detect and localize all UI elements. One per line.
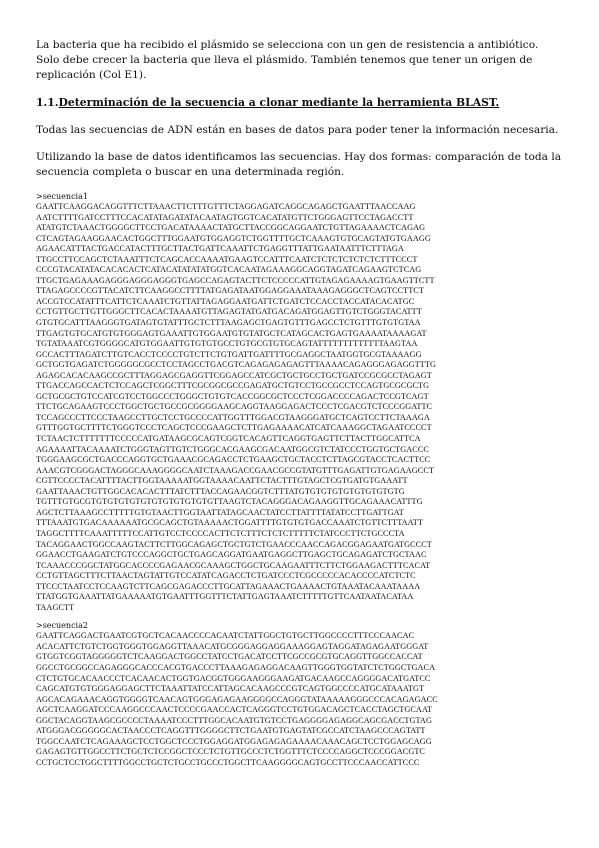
section-heading	[36, 95, 563, 110]
sequence-line: CAGCATGTGTGGGAGGAGCTTCTAAATTATCCATTAGCACAAGCCCGTCAGTGGCCCCATGCATAAATGT	[36, 684, 425, 694]
sequence-line: ACCGTCCATATTTCATTCTCAAATCTGTTATTAGAGGAATGATTCTGATCTCCACCTACCATACACATGC	[36, 296, 415, 306]
sequence-line: CCCGTACATATACACACACTCATACATATATATGGTCACAATAGAAAGGCAGGTAGATCAGAAGTCTCAG	[36, 265, 422, 275]
section-title: Determinación de la secuencia a clonar mediante la herramienta BLAST.	[58, 96, 500, 109]
sequence-line: TTATGGTGAAATTATGAAAAATGTGAATTTGGTTTCTATTGAGTAAATCTTTTTGTTCAATAATACATAA	[36, 592, 414, 602]
sequence-line: TAAGCTT	[36, 602, 75, 612]
sequence-line: GGCCTGCGGCCAGAGGGCACCCACGTGACCCTTAAAGAGAGGACAAGTTGGGTGGTATCTCTGGCTGACA	[36, 662, 436, 672]
sequence-line: ACACATTCTGTCTGGTGGGTGGAGGTTAAACATGCGGGAGGAGGAAAGGAGTAGGATAGAGAATGGGAT	[36, 641, 429, 651]
sequence-line: GAGAGTGTTGGCCTTCTGCTCTCCGGCTCCCTCTGTTGCCCTCTGGTTTCTCCCCAGGCTCCCGGACGTC	[36, 747, 425, 757]
sequence-label: >secuencia1	[36, 192, 88, 201]
sequence-line: TCTAACTCTTTTTTTCCCCCATGATAAGCGCAGTCGGTCACAGTTCAGGTGAGTTCTTACTTGGCATTCA	[36, 434, 421, 444]
sequence-line: AGAACATTTACTGACCATACTTTGCTTACTGATTCAAATTCTGAGGTTTATTGAATAATTTCTTTAGA	[36, 244, 404, 254]
sequence-line: TTGCCTTCCAGCTCTAAATTTCTCAGCACCAAAATGAAGTCCATTTCAATCTCTCTCTCTCTCTTTCCCT	[36, 254, 418, 264]
sequence-line: TGTATAAATCGTGGGGCATGTGGAATTGTGTGTGCCTGTGCGTGTGCAGTATTTTTTTTTTTTTAAGTAA	[36, 339, 418, 349]
sequence-block-2	[36, 621, 563, 768]
sequence-line: GTGTGCATTTAAGGGTGATAGTGTATTTGCTCTTTAAGAGCTGAGTGTTTGAGCCTCTGTTTGTGTGTAA	[36, 318, 421, 328]
databases-paragraph: Todas las secuencias de ADN están en bases de datos para poder tener la información necesaria.	[36, 124, 559, 136]
sequence-line: TGGCCAATCTCAGAAAGCTCCTGGCTCCCTGGAGGATGGAGAGAGAAAACAAACAGCTCCTGGAGCAGG	[36, 736, 432, 746]
sequence-line: GCTGGTGAGATCTGGGGGCGCCTCCTAGCCTGACGTCAGAGAGAGAGTTTAAAACAGAGGGAGAGGTTTG	[36, 360, 436, 370]
sequence-line: CTCTGTGCACAACCCTCACAACACTGGTGACGGTGGGAAGGGAAGATGACAAGCCAGGGGACATGATCC	[36, 673, 431, 683]
sequence-line: TTGACCAGCCACTCTCCAGCTCGGCTTTCGCGGCGCCGAGATGCTGTCCTGCCGCCTCCAGTGCGCGCTG	[36, 381, 430, 391]
sequence-line: TACAGGAACTGGCCAAGTACTTCTTGGCAGAGCTGCTGTCTGAACCCAACCAGACGGAGAATGATGCCCT	[36, 539, 432, 549]
sequence-line: ATATGTCTAAACTGGGGCTTCCTGACATAAAACTATGCTTACCGGCAGGAATCTGTTAGAAAACTCAGAG	[36, 223, 426, 233]
sequence-line: AGCTCAAGGATCCCAAGGCCCAACTCCCCGAACCACTCAGGGTCCTGTGGACAGCTCACCTAGCTGCAAT	[36, 705, 433, 715]
sequence-line: CGTTCCCCTACATTTTACTTGGTAAAAATGGTAAAACAATTCTACTTTGTAGCTCGTGATGTGAAATT	[36, 476, 408, 486]
sequence-line: TTCTGCAGAAGTCCCTGGCTGCTGCCGCGGGGAAGCAGGTAAGGAGACTCCCTCGACGTCTCCCGGATTC	[36, 402, 433, 412]
sequence-line: GTTTGGTGCTTTTCTGGGTCCCTCAGCTCCCGAAGCTCTTGAGAAAACATCATCAAAGGCTAGAATCCCCT	[36, 423, 432, 433]
sequence-line: TTCCCTAATCCTCCAAGTCTTCAGCGAGACCCTTGCATTAGAAACTGAAAACTGTAAATACAAATAAAA	[36, 581, 421, 591]
sequence-line: TGGGAAGCGCTGACCCAGGTGCTGAAACGCAGACCTCTGAAGCTGCTACCTCTTAGCGTACCTCACTTCC	[36, 455, 431, 465]
sequence-line: CCTGTTGCTTGTTGGGCTTCACACTAAAATGTTAGAGTATGATGACAGATGGAGTTGTCTGGGTACATTT	[36, 307, 422, 317]
sequence-block-1	[36, 192, 563, 613]
sequence-line: GAATTCAGGACTGAATCGTGCTCACAACCCCACAATCTATTGGCTGTGCTTGGCCCCTTTCCCAACAC	[36, 631, 415, 641]
sequence-line: GCTGCGCTGTCCATCGTCCTGGCCCTGGGCTGTGTCACCGGCGCTCCCTCGGACCCCAGACTCCGTCAGT	[36, 391, 429, 401]
sequence-line: AGCTCTTAAAGCCTTTTTGTGTAACTTGGTAATTATAGCAACTATCCTTATTTTATATCCTTGATTGAT	[36, 507, 404, 517]
section-number: 1.1.	[36, 96, 59, 109]
sequence-line: GAATTCAAGGACAGGTTTCTTAAACTTCTTTGTTTCTAGGAGATCAGGCAGAGCTGAATTTAACCAAG	[36, 202, 416, 211]
sequence-line: TTGAGTGTGCATGTGTGGGAGTGAAATTGTGGAATGTGTATGCTCATAGCACTGAGTGAAAATAAAAGAT	[36, 328, 427, 338]
sequence-line: TAGGCTTTTCAAATTTTTCCATTGTCCTCCCCACTTCTCTTTCTCTCTTTTTCTATCCCTTCTGCCCTA	[36, 528, 405, 538]
sequence-text	[36, 631, 563, 768]
sequence-line: TTTAAATGTGACAAAAAATGCGCAGCTGTAAAAACTGGATTTTGTGTGTGACCAAATCTGTTCTTTAATT	[36, 518, 423, 528]
sequence-label: >secuencia2	[36, 621, 88, 631]
sequence-line: GTGGTCGGTAGGGGGTCTCAAGGACTGGCCTATCCTGACATCCTTCGCCGCGTGCAGGTTGGCCACCAT	[36, 652, 423, 662]
sequence-line: TCCAGCCCTTCCCTAAGCCTTGCTCCTGCCCCATTGGTTTGGACGTAAGGGATGCTCAGTCCTTCTAAAGA	[36, 412, 430, 422]
sequence-line: TTGCTGAGAAAGAGGGAGGGAGGGTGAGCCAGAGTACTTCTCCCCCATTGTAGAGAAAAGTGAAGTTCTT	[36, 275, 435, 285]
sequence-line: GCCACTTTAGATCTTGTCACCTCCCCTGTCTTCTGTGATTGATTTTGCGAGGCTAATGGTGCGTAAAAGG	[36, 349, 422, 359]
sequence-line: AGAAAATTACAAAATCTGGGTAGTTGTCTGGGCACGAAGCGACAATGGCGTCTATCCCTGGTGCTGACCC	[36, 444, 429, 454]
sequence-line: AAACGTCGGGACTAGGGCAAAGGGGCAATCTAAAGACCGAACGCCGTATGTTTGAGATTGTGAGAAGCCT	[36, 465, 434, 475]
sequence-line: AGAGCACACAAGCCGCTTTAGGAGCGAGGTTCGGAGCCATCGCTGCTGCCTGCTGATCCGCGCCTAGAGT	[36, 370, 432, 380]
sequence-line: AGCACAGAAACAGGTGGGGTCAACAGTGGGAGAGAAGGGGCCAGGGTATAAAAAGGGCCCACAGAGACC	[36, 694, 438, 704]
sequence-line: AATCTTTTGATCCTTTCCACATATAGATATACAATAGTGGTCACATATGTTCTGGGAGTTCCTAGACCTT	[36, 212, 414, 222]
blast-paragraph: Utilizando la base de datos identificamos las secuencias. Hay dos formas: comparación de toda la secuencia completa o buscar en una determinada región.	[36, 151, 562, 178]
sequence-line: CTCAGTAGAAGGAACACTGGCTTTGGAATGTGGAGGTCTGGTTTTGCTCAAAGTGTGCAGTATGTGAAGG	[36, 233, 431, 243]
sequence-line: ATGGGACGGGGGCACTAACCCTCAGGTTTGGGGCTTCTGAATGTGAGTATCGCCATCTAAGCCCAGTATT	[36, 726, 426, 736]
sequence-line: CCTGCTCCTGGCTTTTGGCCTGCTCTGCCTGCCCTGGCTTCAAGGGGCAGTGCCTTCCCAACCATTCCC	[36, 757, 420, 767]
sequence-text	[36, 202, 563, 613]
sequence-line: GGCTACAGGTAAGCGCCCCTAAAATCCCTTTGGCACAATGTGTCCTGAGGGGAGAGGCAGCGACCTGTAG	[36, 715, 432, 725]
sequence-line: TTAGAGCCCCGTTACATCTTCAAGGCCTTTTATGAGATAATGGAGGAAATAAAGAGGGCTCAGTCCTTCT	[36, 286, 424, 296]
intro-paragraph: La bacteria que ha recibido el plásmido se selecciona con un gen de resistencia a antibiótico. Solo debe crecer la bacteria que lleva el plásmido. También tenemos que tener un origen de replicación (Col E1).	[36, 39, 539, 81]
sequence-line: CCTGTTAGCTTTCTTAACTAGTATTGTCCATATCAGACCTCTGATCCCTCGCCCCCACACCCCATCTCTC	[36, 571, 416, 581]
sequence-line: GAATTAAACTGTTGGCACACACTTTATCTTTACCAGAACGGTCTTTATGTGTGTGTGTGTGTGTGTG	[36, 486, 405, 496]
sequence-line: TGTTTGTGCGTGTGTGTGTGTGTGTGTGTGTGTTAAGTCTACAGGGACAGAAGGTTGCAGAAACATTTG	[36, 497, 423, 507]
sequence-line: GGAACCTGAAGATCTGTCCCAGGCTGCTGAGCAGGATGAATGAGGCTTGAGCTGCAGAGATCTGCTAAC	[36, 550, 427, 560]
sequence-line: TCAAACCCGGCTATGGCACCCCGAGAACGCAAAGCTGGCTGCAAGAATTTCTTCTGGAAGACTTTCACAT	[36, 560, 431, 570]
